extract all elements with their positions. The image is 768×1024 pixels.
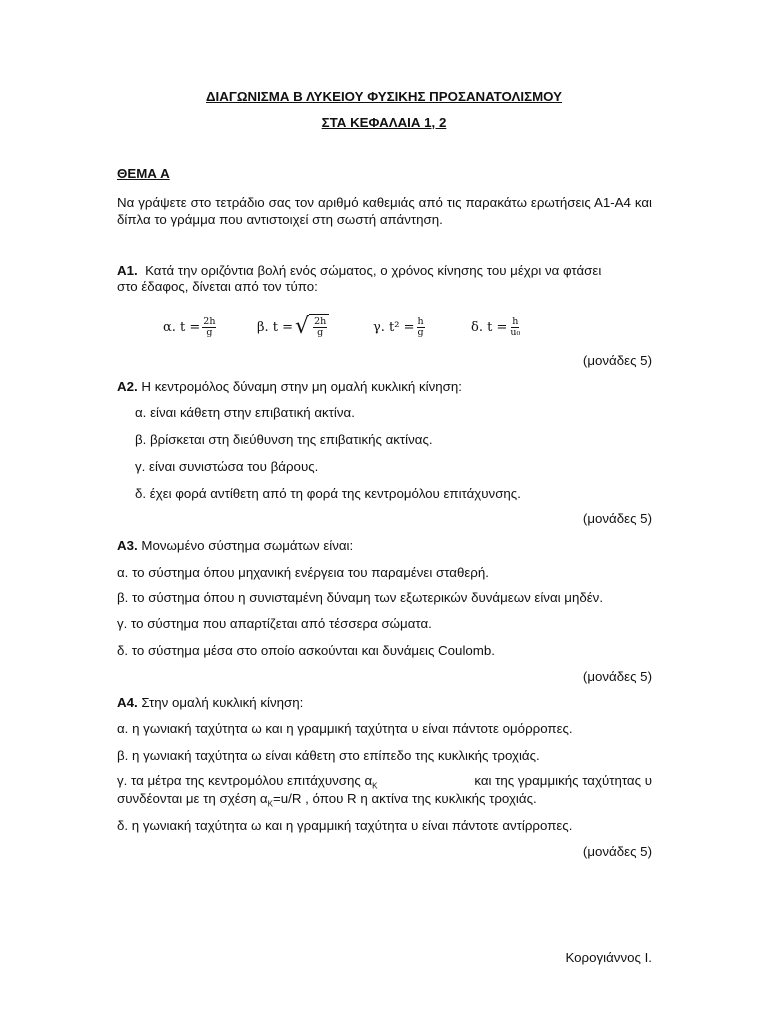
a1-option-b-denominator: g bbox=[317, 327, 324, 338]
a4-option-c-line2-sub: K bbox=[267, 799, 273, 809]
a1-option-b-prefix: β. t = bbox=[257, 319, 294, 335]
a3-option-b: β. το σύστημα όπου η συνισταμένη δύναμη των εξωτερικών δυνάμεων είναι μηδέν. bbox=[117, 590, 604, 605]
a4-text: Στην ομαλή κυκλική κίνηση: bbox=[141, 695, 304, 710]
a4-option-c-line2-rest: =u/R , όπου R η ακτίνα της κυκλικής τροχιάς. bbox=[272, 791, 537, 806]
a4-option-c-sub: K bbox=[372, 781, 378, 791]
a2-marks: (μονάδες 5) bbox=[582, 511, 652, 526]
a1-option-b-fraction bbox=[313, 317, 327, 338]
section-instructions: Να γράψετε στο τετράδιο σας τον αριθμό καθεμιάς από τις παρακάτω ερωτήσεις Α1-Α4 και δίπλα το γράμμα που αντιστοιχεί στη σωστή απάντηση. bbox=[117, 195, 652, 227]
a3-marks: (μονάδες 5) bbox=[582, 669, 652, 684]
a1-option-a bbox=[163, 312, 216, 342]
a1-label: Α1. bbox=[117, 263, 138, 278]
a1-option-c-fraction bbox=[417, 317, 425, 338]
page-subtitle: ΣΤΑ ΚΕΦΑΛΑΙΑ 1, 2 bbox=[321, 115, 447, 130]
a2-option-b: β. βρίσκεται στη διεύθυνση της επιβατικής ακτίνας. bbox=[135, 432, 433, 447]
a1-option-b-numerator: 2h bbox=[314, 316, 327, 327]
a1-option-d-denominator: u₀ bbox=[510, 326, 521, 338]
a4-label: Α4. bbox=[117, 695, 138, 710]
a1-option-c bbox=[373, 312, 425, 342]
a1-option-b-sqrt bbox=[295, 314, 329, 340]
a4-option-c-line2-start: συνδέονται με τη σχέση α bbox=[117, 791, 268, 806]
a4-option-d: δ. η γωνιακή ταχύτητα ω και η γραμμική ταχύτητα υ είναι πάντοτε αντίρροπες. bbox=[117, 818, 573, 833]
a1-marks: (μονάδες 5) bbox=[582, 353, 652, 368]
a3-option-a: α. το σύστημα όπου μηχανική ενέργεια του παραμένει σταθερή. bbox=[117, 565, 489, 580]
a3-question bbox=[117, 538, 353, 554]
a1-option-d-numerator: h bbox=[512, 315, 519, 327]
a1-option-b bbox=[257, 312, 329, 342]
a4-option-c-text: γ. τα μέτρα της κεντρομόλου επιτάχυνσης α bbox=[117, 773, 373, 788]
a1-question-line1 bbox=[117, 263, 601, 279]
a3-label: Α3. bbox=[117, 538, 138, 553]
a2-option-c: γ. είναι συνιστώσα του βάρους. bbox=[135, 459, 319, 474]
a2-question bbox=[117, 379, 462, 395]
a1-option-a-prefix: α. t = bbox=[163, 319, 201, 335]
a1-option-d-fraction bbox=[509, 317, 521, 338]
footer-author: Κορογιάννος Ι. bbox=[565, 950, 652, 965]
a1-option-c-denominator: g bbox=[417, 326, 424, 338]
a2-label: Α2. bbox=[117, 379, 138, 394]
a4-option-b: β. η γωνιακή ταχύτητα ω είναι κάθετη στο επίπεδο της κυκλικής τροχιάς. bbox=[117, 748, 540, 763]
a4-marks: (μονάδες 5) bbox=[582, 844, 652, 859]
a2-option-d: δ. έχει φορά αντίθετη από τη φορά της κεντρομόλου επιτάχυνσης. bbox=[135, 486, 521, 501]
a1-option-a-denominator: g bbox=[206, 326, 213, 338]
a3-text: Μονωμένο σύστημα σωμάτων είναι: bbox=[141, 538, 354, 553]
a4-option-c-text-end: και της γραμμικής ταχύτητας υ bbox=[474, 773, 652, 788]
a1-text-1: Κατά την οριζόντια βολή ενός σώματος, ο χρόνος κίνησης του μέχρι να φτάσει bbox=[145, 263, 602, 278]
a4-option-a: α. η γωνιακή ταχύτητα ω και η γραμμική ταχύτητα υ είναι πάντοτε ομόρροπες. bbox=[117, 721, 573, 736]
a1-option-c-numerator: h bbox=[417, 315, 424, 327]
a1-option-a-fraction bbox=[202, 317, 216, 338]
a2-text: Η κεντρομόλος δύναμη στην μη ομαλή κυκλική κίνηση: bbox=[141, 379, 462, 394]
a1-option-a-numerator: 2h bbox=[203, 315, 216, 327]
a1-option-d bbox=[471, 312, 521, 342]
a3-option-c: γ. το σύστημα που απαρτίζεται από τέσσερα σώματα. bbox=[117, 616, 432, 631]
a2-option-a: α. είναι κάθετη στην επιβατική ακτίνα. bbox=[135, 405, 355, 420]
a3-option-d: δ. το σύστημα μέσα στο οποίο ασκούνται και δυνάμεις Coulomb. bbox=[117, 643, 495, 658]
page-title: ΔΙΑΓΩΝΙΣΜΑ Β ΛΥΚΕΙΟΥ ΦΥΣΙΚΗΣ ΠΡΟΣΑΝΑΤΟΛΙΣΜΟΥ bbox=[206, 89, 562, 104]
a1-option-c-prefix: γ. t² = bbox=[373, 319, 415, 335]
a4-option-c-line2 bbox=[117, 791, 537, 813]
a1-option-d-prefix: δ. t = bbox=[471, 319, 508, 335]
a1-question-line2: στο έδαφος, δίνεται από τον τύπο: bbox=[117, 279, 318, 294]
sqrt-sign-icon: √ bbox=[295, 314, 310, 339]
a4-question bbox=[117, 695, 303, 711]
section-heading: ΘΕΜΑ Α bbox=[117, 166, 170, 181]
